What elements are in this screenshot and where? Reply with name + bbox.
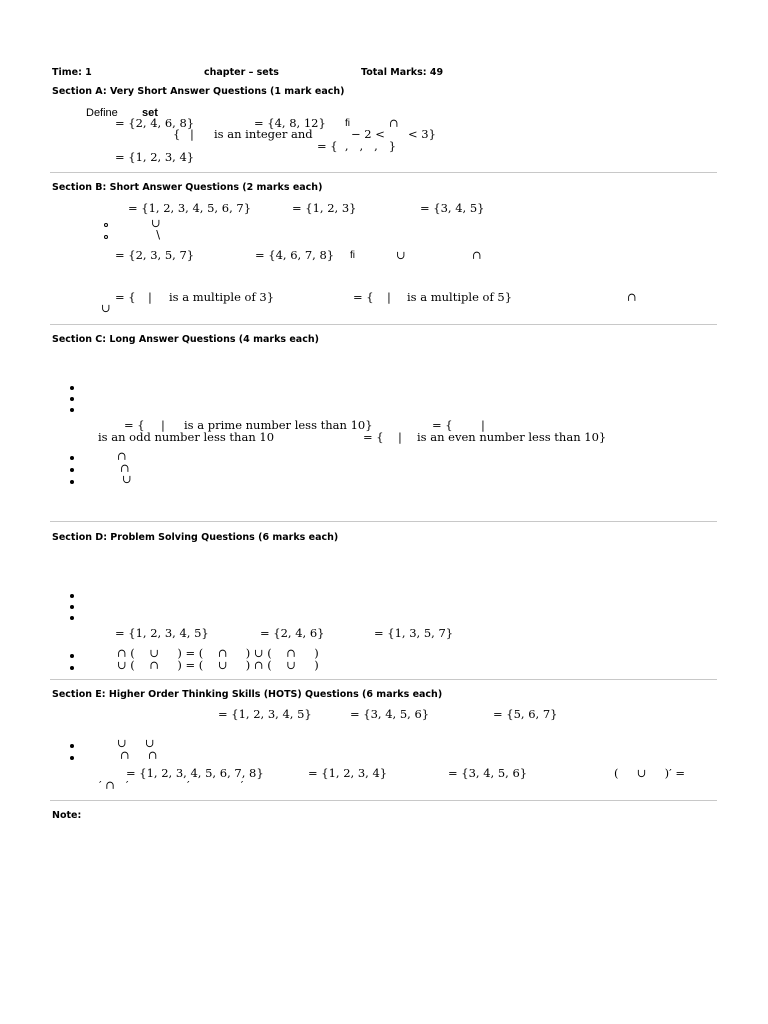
- section-a-line2-upper: < 3}: [408, 127, 436, 141]
- section-c-line1-c: is a prime number less than 10}: [184, 418, 373, 432]
- bullet-icon: [70, 605, 74, 609]
- section-c-title: Section C: Long Answer Questions (4 marks each): [52, 334, 319, 345]
- section-b-line3-e: |: [387, 290, 391, 304]
- section-b-line3-a: = {: [115, 290, 136, 304]
- divider: [50, 800, 717, 801]
- bullet-icon: [70, 480, 74, 484]
- section-a-line1-set-b: = {4, 8, 12}: [254, 116, 326, 130]
- section-b-line2-union: ∪: [396, 248, 406, 262]
- section-e-set-a: = {1, 2, 3, 4, 5}: [218, 707, 312, 721]
- section-b-line2-set-a: = {2, 3, 5, 7}: [115, 248, 195, 262]
- section-b-sub2: ∖: [154, 228, 162, 242]
- section-a-title: Section A: Very Short Answer Questions (1 mark each): [52, 86, 345, 97]
- section-e-bullet2: ∩ ∩: [120, 748, 158, 762]
- define-word: set: [142, 107, 158, 119]
- section-a-line2-text: is an integer and: [214, 127, 313, 141]
- section-c-bullet3: ∪: [122, 472, 132, 486]
- bullet-icon: [70, 666, 74, 670]
- section-e-bullet1: ∪ ∪: [117, 736, 155, 750]
- section-b-line4: ∪: [101, 301, 111, 315]
- bullet-icon: [70, 744, 74, 748]
- section-b-universal-set: = {1, 2, 3, 4, 5, 6, 7}: [128, 201, 252, 215]
- section-b-line3-d: = {: [353, 290, 374, 304]
- section-b-line2-fi: fi: [350, 250, 355, 261]
- section-b-sub1: ∪: [151, 216, 161, 230]
- chapter-label: chapter – sets: [204, 67, 279, 78]
- section-d-bullet2: ∪ ( ∩ ) = ( ∪ ) ∩ ( ∪ ): [117, 658, 319, 672]
- bullet-icon: [70, 616, 74, 620]
- section-b-line3-g: ∩: [627, 290, 637, 304]
- section-c-bullet2: ∩: [120, 461, 130, 475]
- bullet-icon: [70, 594, 74, 598]
- section-e-line3: ′ ∩ ′ ′ ′: [99, 778, 244, 792]
- section-e-line2-set-a: = {1, 2, 3, 4}: [308, 766, 388, 780]
- bullet-icon: [70, 456, 74, 460]
- define-label: Define: [86, 107, 118, 119]
- section-c-line1-d: = {: [432, 418, 453, 432]
- section-b-set-b: = {3, 4, 5}: [420, 201, 485, 215]
- section-a-line3: = { , , , }: [317, 139, 397, 153]
- section-a-line1-fi: fi: [345, 118, 350, 129]
- section-c-line1-a: = {: [124, 418, 145, 432]
- note-label: Note:: [52, 810, 82, 821]
- bullet-icon: [70, 397, 74, 401]
- section-b-title: Section B: Short Answer Questions (2 marks each): [52, 182, 323, 193]
- section-a-line1-set-a: = {2, 4, 6, 8}: [115, 116, 195, 130]
- bullet-icon: [70, 468, 74, 472]
- divider: [50, 521, 717, 522]
- section-c-bullet1: ∩: [117, 449, 127, 463]
- total-marks-label: Total Marks: 49: [361, 67, 444, 78]
- section-a-line1-intersect: ∩: [389, 116, 399, 130]
- section-c-line1-e: |: [481, 418, 485, 432]
- section-a-line2-bar: |: [190, 127, 194, 141]
- section-a-line4: = {1, 2, 3, 4}: [115, 150, 195, 164]
- divider: [50, 324, 717, 325]
- section-e-set-b: = {3, 4, 5, 6}: [350, 707, 430, 721]
- section-d-bullet1: ∩ ( ∪ ) = ( ∩ ) ∪ ( ∩ ): [117, 646, 319, 660]
- section-c-line2-b: = {: [363, 430, 384, 444]
- divider: [50, 172, 717, 173]
- section-d-set-c: = {1, 3, 5, 7}: [374, 626, 454, 640]
- bullet-icon: [70, 654, 74, 658]
- section-c-line2-d: is an even number less than 10}: [417, 430, 607, 444]
- section-e-line2-set-b: = {3, 4, 5, 6}: [448, 766, 528, 780]
- section-e-title: Section E: Higher Order Thinking Skills (HOTS) Questions (6 marks each): [52, 689, 443, 700]
- section-d-title: Section D: Problem Solving Questions (6 marks each): [52, 532, 339, 543]
- section-d-set-a: = {1, 2, 3, 4, 5}: [115, 626, 209, 640]
- circle-bullet-icon: [104, 235, 108, 239]
- section-b-line2-intersect: ∩: [472, 248, 482, 262]
- section-a-line2-lower: − 2 <: [351, 127, 385, 141]
- section-c-line2-a: is an odd number less than 10: [98, 430, 275, 444]
- bullet-icon: [70, 756, 74, 760]
- section-b-line3-c: is a multiple of 3}: [169, 290, 275, 304]
- section-b-line2-set-b: = {4, 6, 7, 8}: [255, 248, 335, 262]
- section-e-set-c: = {5, 6, 7}: [493, 707, 558, 721]
- circle-bullet-icon: [104, 223, 108, 227]
- section-b-set-a: = {1, 2, 3}: [292, 201, 357, 215]
- bullet-icon: [70, 408, 74, 412]
- section-c-line2-c: |: [398, 430, 402, 444]
- section-e-universal-set: = {1, 2, 3, 4, 5, 6, 7, 8}: [126, 766, 264, 780]
- section-a-line2-brace: {: [173, 127, 181, 141]
- section-b-line3-f: is a multiple of 5}: [407, 290, 513, 304]
- section-d-set-b: = {2, 4, 6}: [260, 626, 325, 640]
- section-c-line1-b: |: [161, 418, 165, 432]
- bullet-icon: [70, 386, 74, 390]
- section-b-line3-b: |: [148, 290, 152, 304]
- time-label: Time: 1: [52, 67, 92, 78]
- divider: [50, 679, 717, 680]
- section-e-line2-complement: ( ∪ )′ =: [614, 766, 686, 780]
